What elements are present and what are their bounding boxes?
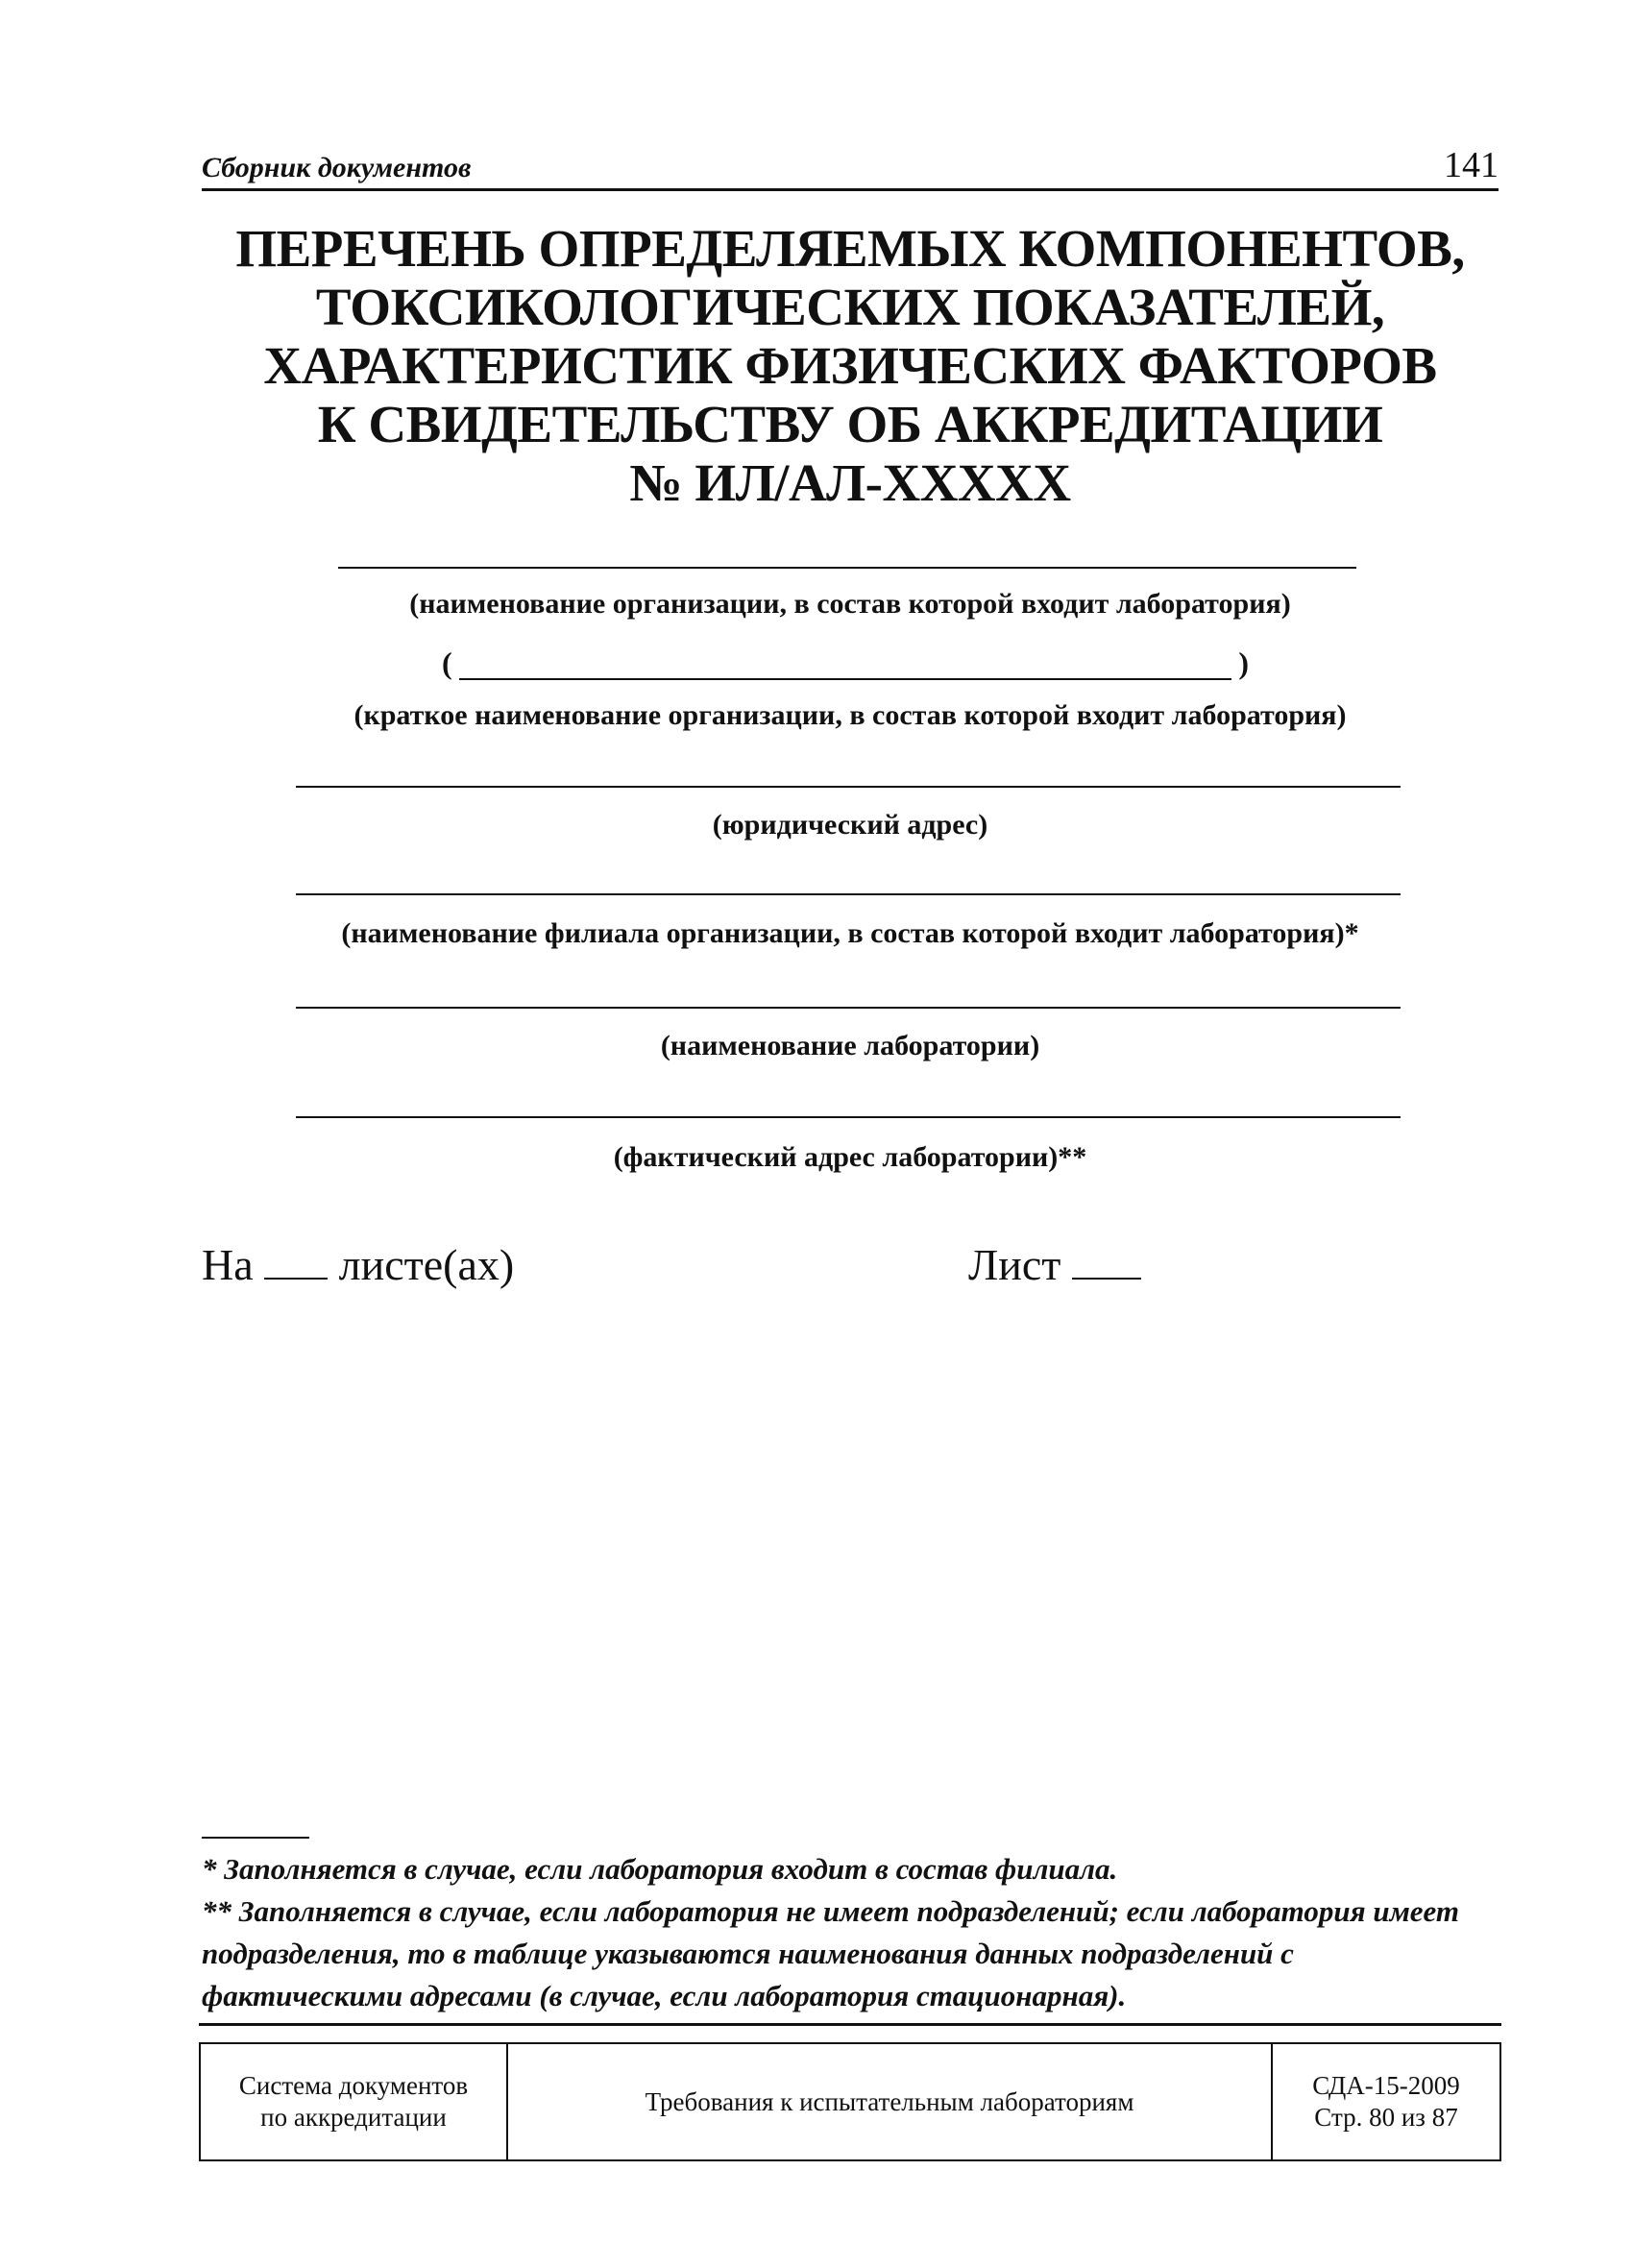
legal-address-caption: (юридический адрес): [712, 809, 988, 841]
sheets-suffix: листе(ах): [338, 1240, 515, 1289]
footnotes: [202, 1848, 1499, 2017]
title-line: ПЕРЕЧЕНЬ ОПРЕДЕЛЯЕМЫХ КОМПОНЕНТОВ,: [235, 219, 1465, 278]
short-name-line: [459, 678, 1231, 680]
footer-page-info: Стр. 80 из 87: [1314, 2103, 1458, 2132]
collection-title: Сборник документов: [202, 152, 472, 183]
legal-address-line[interactable]: [296, 786, 1401, 788]
short-name-close-paren: ): [1238, 646, 1249, 680]
footer-requirements: Требования к испытательным лабораториям: [645, 2086, 1134, 2116]
short-name-caption: (краткое наименование организации, в состав которой входит лаборатория): [353, 699, 1347, 731]
lab-address-line[interactable]: [296, 1116, 1401, 1118]
sheet-number: [968, 1239, 1141, 1290]
branch-name-line[interactable]: [296, 893, 1401, 895]
sheets-count-blank[interactable]: [264, 1241, 328, 1280]
footer-doc-code: СДА-15-2009: [1312, 2071, 1460, 2100]
title-line: К СВИДЕТЕЛЬСТВУ ОБ АККРЕДИТАЦИИ: [317, 395, 1383, 453]
accreditation-number: № ИЛ/АЛ-XXXXX: [629, 453, 1071, 512]
sheets-count: [202, 1239, 514, 1290]
footer-requirements-cell: [508, 2044, 1273, 2159]
footer-rule: [199, 2023, 1501, 2026]
footer-code-cell: [1273, 2044, 1499, 2159]
page-number: 141: [1444, 145, 1499, 185]
short-name-open-paren: (: [442, 646, 452, 680]
org-name-line[interactable]: [338, 567, 1356, 569]
footnote-item: * Заполняется в случае, если лаборатория входит в состав филиала.: [202, 1852, 1118, 1886]
lab-name-line[interactable]: [296, 1007, 1401, 1009]
org-name-caption: (наименование организации, в состав которой входит лаборатория): [409, 588, 1291, 620]
footer-system-line: Система документов: [238, 2071, 469, 2100]
branch-name-caption: (наименование филиала организации, в состав которой входит лаборатория)*: [341, 917, 1359, 949]
footer-system-line: по аккредитации: [260, 2103, 447, 2132]
lab-address-caption: (фактический адрес лаборатории)**: [613, 1141, 1087, 1173]
page-header: [202, 144, 1499, 191]
footer-table: [199, 2042, 1501, 2161]
footnote-item: ** Заполняется в случае, если лаборатория не имеет подразделений; если лаборатория имеет подразделения, то в таблице указываются наименования данных подразделений с фактическими адресами (в случае, если лаборатория стационарная).: [202, 1894, 1460, 2012]
footer-system-cell: [201, 2044, 508, 2159]
title-line: ТОКСИКОЛОГИЧЕСКИХ ПОКАЗАТЕЛЕЙ,: [315, 278, 1385, 336]
lab-name-caption: (наименование лаборатории): [660, 1030, 1040, 1061]
sheet-label: Лист: [968, 1240, 1061, 1289]
sheet-number-blank[interactable]: [1072, 1241, 1141, 1280]
footnote-rule: [202, 1837, 309, 1839]
sheets-prefix: На: [202, 1240, 254, 1289]
document-title: [192, 219, 1508, 512]
short-name-field[interactable]: [442, 646, 1249, 684]
title-line: ХАРАКТЕРИСТИК ФИЗИЧЕСКИХ ФАКТОРОВ: [263, 336, 1437, 395]
